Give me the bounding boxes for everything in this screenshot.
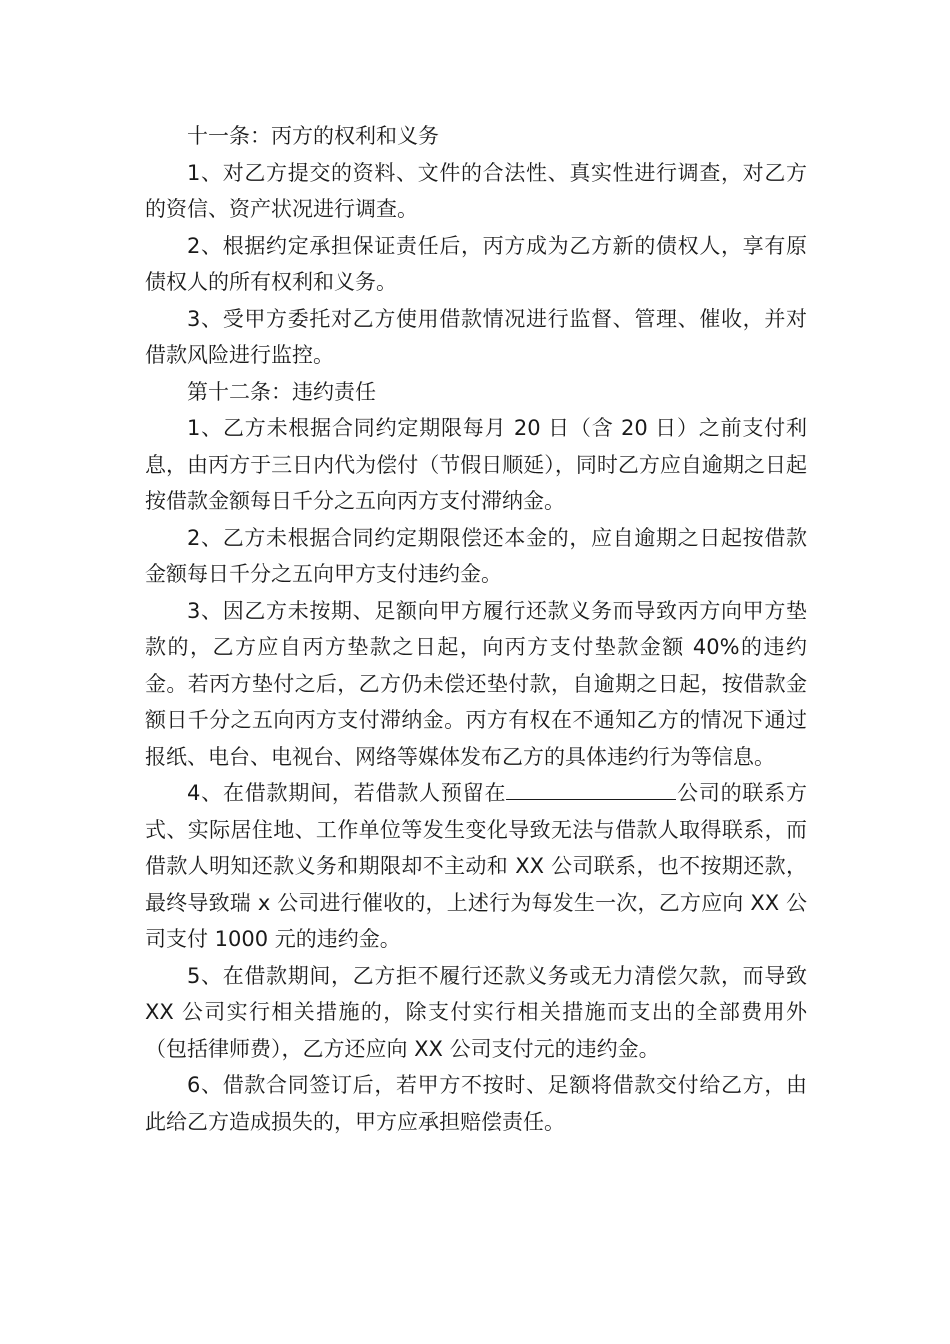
section-heading-eleven: 十一条：丙方的权利和义务: [187, 124, 439, 148]
section-heading-twelve: 第十二条：违约责任: [187, 379, 376, 404]
clause-paragraph: 5、在借款期间，乙方拒不履行还款义务或无力清偿欠款，而导致 XX 公司实行相关措施的，除支付实行相关措施而支出的全部费用外（包括律师费），乙方还应向 XX 公司支付元的违约金。: [145, 963, 807, 1061]
document-body: [145, 118, 807, 1140]
clause-paragraph: 6、借款合同签订后，若甲方不按时、足额将借款交付给乙方，由此给乙方造成损失的，甲方应承担赔偿责任。: [145, 1073, 807, 1134]
clause-text-before-blank: 4、在借款期间，若借款人预留在: [187, 781, 507, 805]
clause-paragraph: 2、乙方未根据合同约定期限偿还本金的，应自逾期之日起按借款金额每日千分之五向甲方支付违约金。: [145, 525, 807, 586]
clause-paragraph: 3、受甲方委托对乙方使用借款情况进行监督、管理、催收，并对借款风险进行监控。: [145, 306, 807, 367]
clause-paragraph: 2、根据约定承担保证责任后，丙方成为乙方新的债权人，享有原债权人的所有权利和义务。: [145, 233, 807, 294]
clause-text-after-blank: 公司的联系方式、实际居住地、工作单位等发生变化导致无法与借款人取得联系，而借款人明知还款义务和期限却不主动和 XX 公司联系，也不按期还款，最终导致瑞 x 公司进行催收的，上述行为每发生一次，乙方应向 XX 公司支付 1000 元的违约金。: [145, 781, 807, 951]
clause-paragraph: 1、乙方未根据合同约定期限每月 20 日（含 20 日）之前支付利息，由丙方于三日内代为偿付（节假日顺延），同时乙方应自逾期之日起按借款金额每日千分之五向丙方支付滞纳金。: [145, 416, 807, 513]
clause-paragraph-with-blank: [145, 775, 807, 958]
clause-paragraph: 3、因乙方未按期、足额向甲方履行还款义务而导致丙方向甲方垫款的，乙方应自丙方垫款之日起，向丙方支付垫款金额 40%的违约金。若丙方垫付之后，乙方仍未偿还垫付款，自逾期之日起，按借款金额日千分之五向丙方支付滞纳金。丙方有权在不通知乙方的情况下通过报纸、电台、电视台、网络等媒体发布乙方的具体违约行为等信息。: [145, 598, 807, 769]
clause-paragraph: 1、对乙方提交的资料、文件的合法性、真实性进行调查，对乙方的资信、资产状况进行调查。: [145, 160, 807, 221]
fill-in-blank-line: [506, 777, 676, 800]
